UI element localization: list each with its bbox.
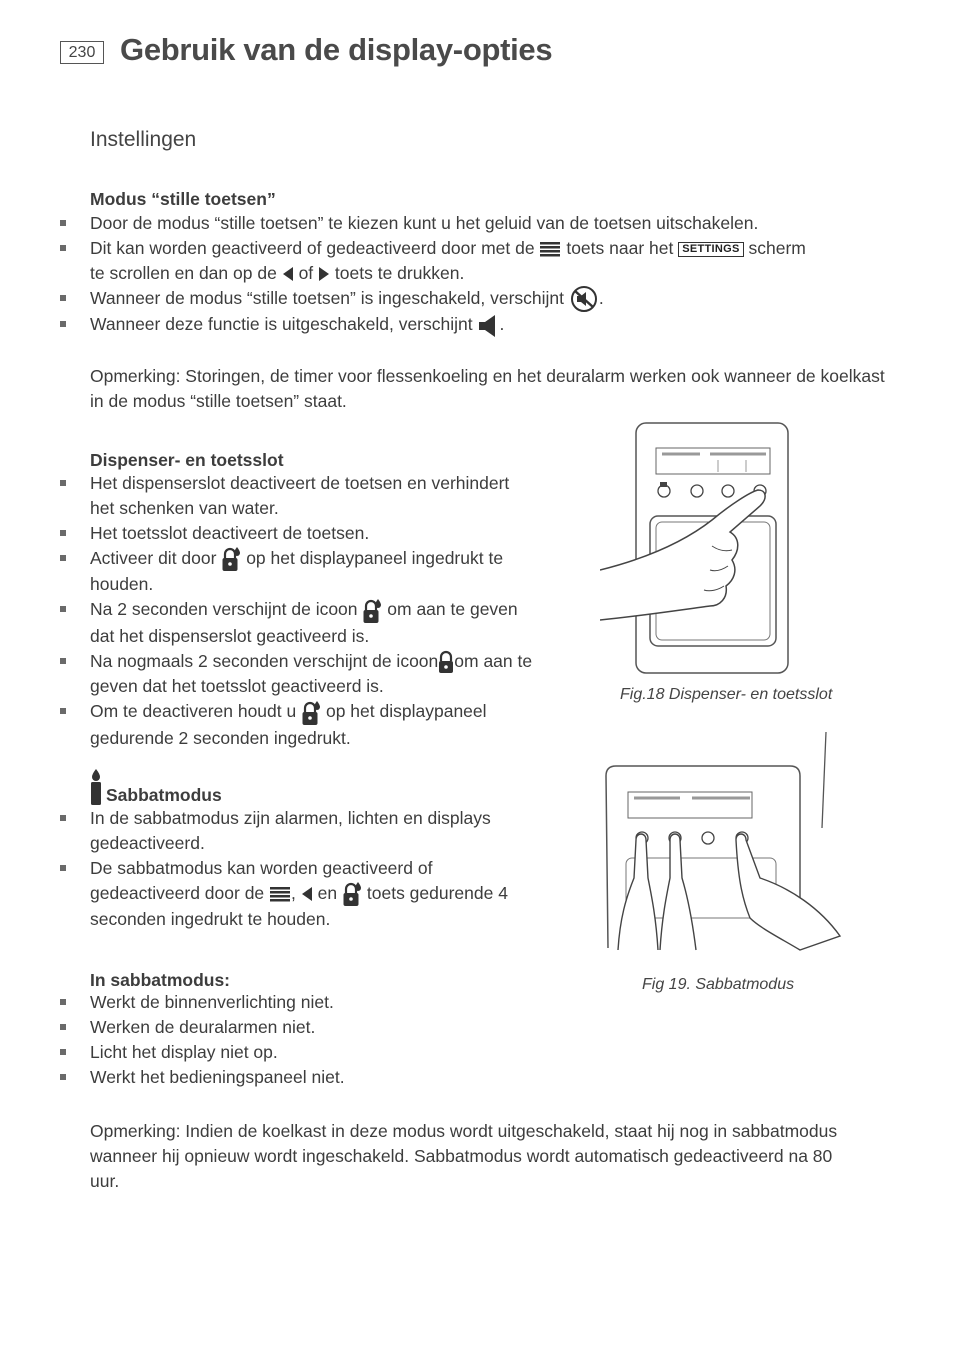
figure-19-caption: Fig 19. Sabbatmodus — [642, 976, 795, 993]
list-item — [60, 286, 890, 312]
item-text: Wanneer de modus “stille toetsen” is ingeschakeld, verschijnt — [90, 288, 565, 308]
right-arrow-icon — [318, 266, 330, 282]
silent-mode-note: Opmerking: Storingen, de timer voor flessenkoeling en het deuralarm werken ook wanneer de koelkast in de modus “stille toetsen” staat. — [90, 366, 885, 411]
page-title: Gebruik van de display-opties — [120, 32, 553, 67]
lock-heading: Dispenser- en toetsslot — [90, 450, 284, 470]
item-text: Licht het display niet op. — [90, 1042, 278, 1062]
item-text: Wanneer deze functie is uitgeschakeld, verschijnt — [90, 314, 473, 335]
page-number: 230 — [60, 41, 104, 64]
sabbath-note: Opmerking: Indien de koelkast in deze modus wordt uitgeschakeld, staat hij nog in sabbatmodus wanneer hij opnieuw wordt ingeschakeld. Sabbatmodus wordt automatisch gedeactiveerd na 80 uur. — [90, 1121, 838, 1191]
sabbath-heading: Sabbatmodus — [106, 785, 222, 805]
item-text: , — [291, 883, 296, 903]
candle-icon — [89, 768, 103, 811]
figure-18-caption: Fig.18 Dispenser- en toetsslot — [620, 686, 833, 703]
list-item — [60, 211, 890, 236]
item-text: Activeer dit door — [90, 548, 217, 568]
item-text: In de sabbatmodus zijn alarmen, lichten en displays gedeactiveerd. — [90, 808, 491, 853]
list-item — [60, 521, 535, 546]
speaker-icon — [477, 314, 499, 338]
item-text: om aan te geven dat het dispenserslot geactiveerd is. — [90, 599, 518, 646]
item-text: Werken de deuralarmen niet. — [90, 1017, 316, 1037]
left-arrow-icon — [282, 266, 294, 282]
item-text: en — [317, 883, 338, 903]
item-text: toets naar het — [566, 238, 674, 258]
item-text: . — [499, 314, 505, 335]
list-item — [60, 1015, 580, 1040]
item-text: toets gedurende 4 seconden ingedrukt te houden. — [90, 883, 508, 930]
lock-drop-icon — [301, 700, 321, 726]
left-arrow-icon — [301, 886, 313, 902]
list-item — [60, 597, 535, 648]
item-text: om aan te geven dat het toetsslot geactiveerd is. — [90, 650, 533, 697]
mute-icon — [569, 286, 599, 312]
figure-sabbath-mode — [600, 728, 850, 963]
lock-list — [60, 471, 535, 751]
section-heading: Instellingen — [90, 128, 197, 151]
item-text: Na nogmaals 2 seconden verschijnt de icoon — [90, 650, 439, 671]
item-text: of — [298, 263, 314, 283]
menu-icon — [539, 241, 561, 257]
in-sabbath-list — [60, 990, 580, 1090]
menu-icon — [269, 886, 291, 902]
list-item — [60, 1040, 580, 1065]
item-text: Werkt de binnenverlichting niet. — [90, 992, 334, 1012]
item-text: Dit kan worden geactiveerd of gedeactiveerd door met de — [90, 238, 535, 258]
list-item — [60, 1065, 580, 1090]
item-text: Het toetsslot deactiveert de toetsen. — [90, 523, 370, 543]
item-text: Door de modus “stille toetsen” te kiezen kunt u het geluid van de toetsen uitschakelen. — [90, 213, 759, 233]
silent-mode-heading: Modus “stille toetsen” — [90, 189, 276, 209]
list-item — [60, 806, 540, 856]
sabbath-list — [60, 806, 540, 932]
item-text: op het displaypaneel gedurende 2 seconden ingedrukt. — [90, 701, 487, 748]
list-item — [60, 990, 580, 1015]
list-item — [60, 312, 890, 337]
list-item — [60, 546, 535, 597]
list-item — [60, 236, 890, 286]
item-text: De sabbatmodus kan worden geactiveerd of gedeactiveerd door de — [90, 858, 433, 903]
item-text: Werkt het bedieningspaneel niet. — [90, 1067, 345, 1087]
item-text: op het displaypaneel ingedrukt te houden. — [90, 548, 504, 595]
list-item — [60, 699, 535, 750]
silent-mode-list — [60, 211, 890, 338]
lock-drop-icon — [221, 546, 241, 572]
item-text: . — [598, 288, 604, 308]
list-item — [60, 649, 535, 699]
list-item — [60, 471, 535, 521]
item-text: te scrollen en dan op de — [90, 263, 277, 283]
lock-icon — [438, 650, 454, 674]
item-text: toets te drukken. — [334, 263, 465, 283]
item-text: scherm — [748, 238, 806, 258]
lock-drop-icon — [342, 881, 362, 907]
list-item — [60, 856, 540, 932]
lock-drop-icon — [362, 598, 382, 624]
item-text: Het dispenserslot deactiveert de toetsen en verhindert het schenken van water. — [90, 473, 510, 518]
in-sabbath-heading: In sabbatmodus: — [90, 970, 231, 990]
item-text: Om te deactiveren houdt u — [90, 701, 297, 722]
settings-badge: SETTINGS — [678, 242, 743, 257]
item-text: Na 2 seconden verschijnt de icoon — [90, 599, 358, 620]
figure-dispenser-lock — [600, 420, 860, 685]
